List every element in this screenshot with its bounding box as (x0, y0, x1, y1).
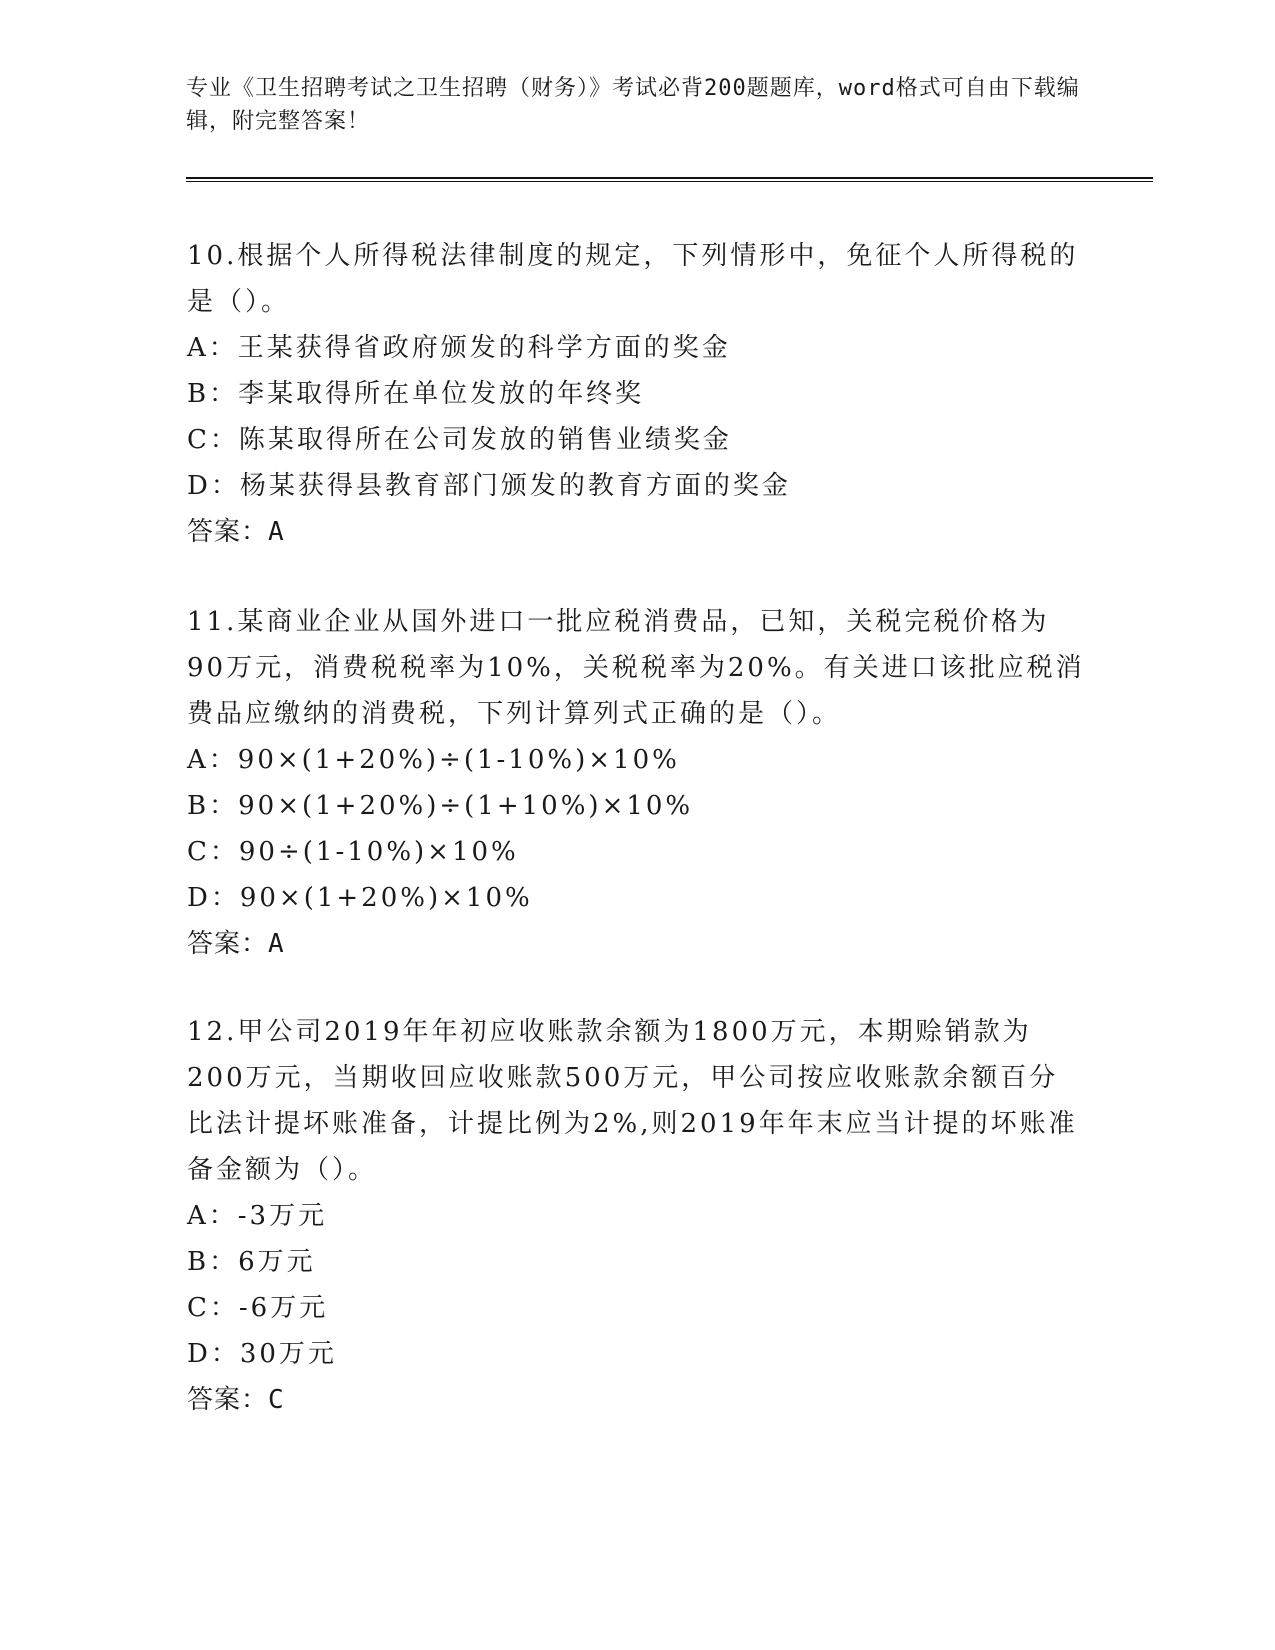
answer: 答案：A (187, 517, 285, 547)
option-d: D：杨某获得县教育部门颁发的教育方面的奖金 (187, 471, 791, 501)
option-c: C：陈某取得所在公司发放的销售业绩奖金 (187, 425, 732, 455)
option-a: A：-3万元 (187, 1201, 328, 1231)
option-a: A：王某获得省政府颁发的科学方面的奖金 (187, 333, 731, 363)
document-header: 专业《卫生招聘考试之卫生招聘（财务）》考试必背200题题库，word格式可自由下载编辑，附完整答案！ (186, 76, 1080, 134)
answer: 答案：A (187, 929, 285, 959)
option-b: B：90×(1+20%)÷(1+10%)×10% (187, 791, 694, 821)
option-a: A：90×(1+20%)÷(1-10%)×10% (187, 745, 680, 775)
question-12 (187, 1009, 1087, 1423)
question-10 (187, 233, 1087, 555)
option-b: B：李某取得所在单位发放的年终奖 (187, 379, 645, 409)
question-stem: 12.甲公司2019年年初应收账款余额为1800万元，本期赊销款为200万元，当期收回应收账款500万元，甲公司按应收账款余额百分比法计提坏账准备，计提比例为2%,则2019年年末应当计提的坏账准备金额为（）。 (187, 1017, 1078, 1185)
option-c: C：-6万元 (187, 1293, 329, 1323)
option-d: D：30万元 (187, 1339, 337, 1369)
header-divider-thin (186, 181, 1153, 182)
option-c: C：90÷(1-10%)×10% (187, 837, 519, 867)
question-stem: 10.根据个人所得税法律制度的规定，下列情形中，免征个人所得税的是（）。 (187, 241, 1079, 317)
answer: 答案：C (187, 1385, 285, 1415)
header-divider-thick (186, 177, 1153, 179)
question-stem: 11.某商业企业从国外进口一批应税消费品，已知，关税完税价格为90万元，消费税税率为10%，关税税率为20%。有关进口该批应税消费品应缴纳的消费税，下列计算列式正确的是（）。 (187, 607, 1085, 729)
question-11 (187, 599, 1087, 967)
option-b: B：6万元 (187, 1247, 316, 1277)
option-d: D：90×(1+20%)×10% (187, 883, 533, 913)
